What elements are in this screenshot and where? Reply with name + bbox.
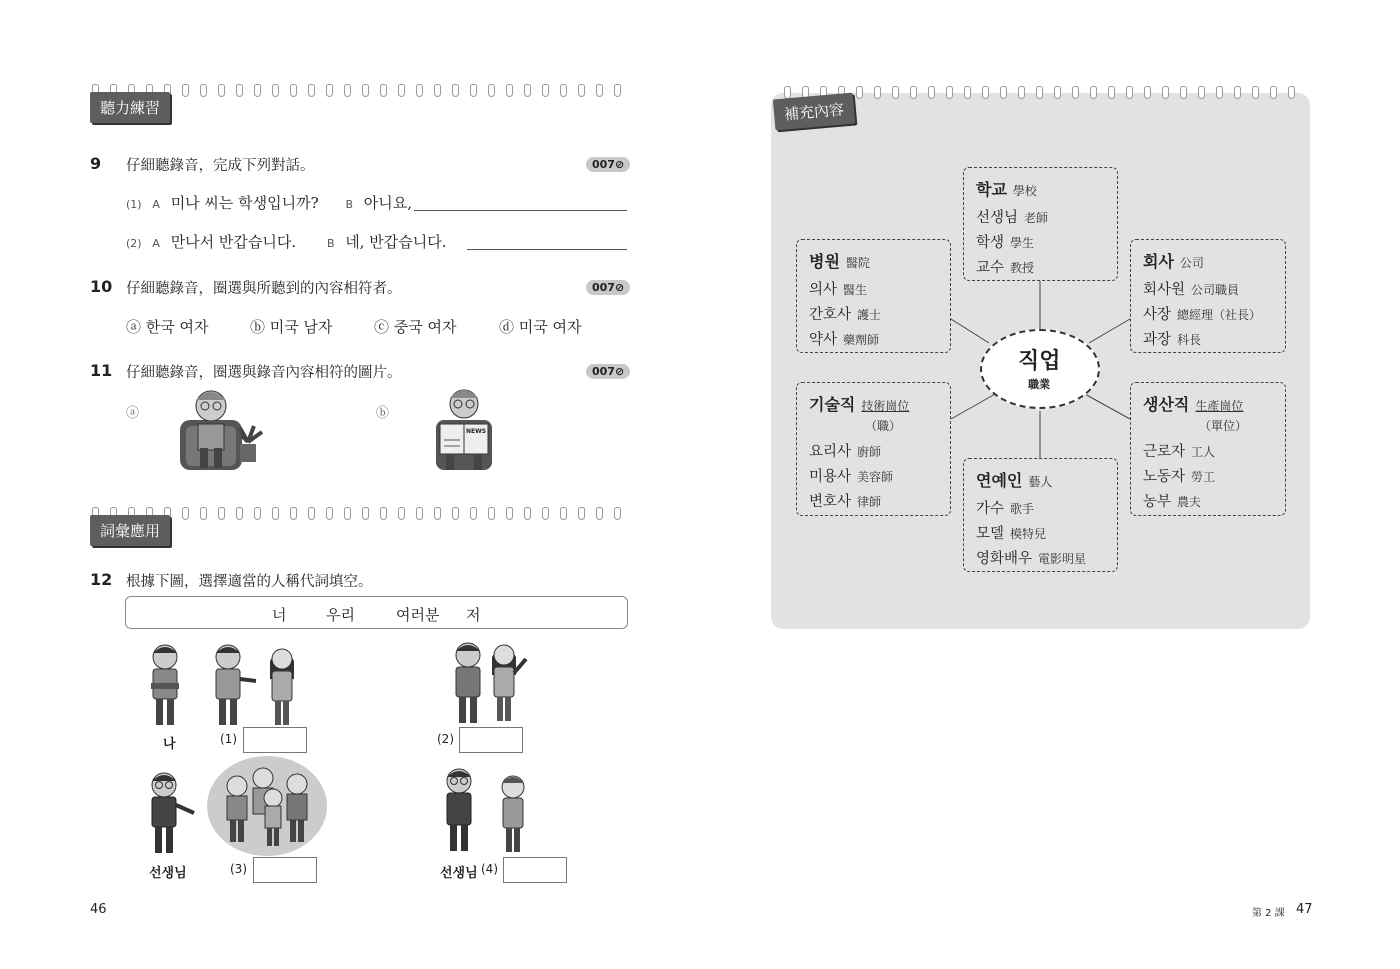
dialogue-line-1: (1) A 미나 씨는 학생입니까? B 아니요, xyxy=(126,194,413,212)
answer-box-1[interactable] xyxy=(243,727,307,753)
card-hospital: 병원 醫院 의사 醫生 간호사 護士 약사 藥劑師 xyxy=(796,239,951,353)
page-number-left: 46 xyxy=(90,902,107,917)
spiral-coil xyxy=(430,507,448,521)
boy-arms-crossed-illustration xyxy=(145,643,185,727)
boy-and-girl-waving-illustration xyxy=(448,641,532,725)
spiral-coil xyxy=(286,84,304,98)
card-entertainer: 연예인 藝人 가수 歌手 모델 模特兒 영화배우 電影明星 xyxy=(963,458,1118,572)
spiral-coil xyxy=(268,507,286,521)
label-2: (2) xyxy=(437,732,454,746)
teacher-pointing-illustration xyxy=(146,771,196,855)
page-number-right: 47 xyxy=(1296,902,1313,917)
option-c[interactable]: ⓒ 중국 여자 xyxy=(374,318,457,336)
spiral-coil xyxy=(520,84,538,98)
answer-blank-1[interactable] xyxy=(414,210,627,211)
audio-track-badge[interactable]: 007⊘ xyxy=(586,157,630,172)
spiral-coil xyxy=(214,507,232,521)
label-4: (4) xyxy=(481,862,498,876)
word-bank-box xyxy=(125,596,628,629)
option-a-marker[interactable]: ⓐ xyxy=(126,406,140,421)
card-school: 학교 學校 선생님 老師 학생 學生 교수 教授 xyxy=(963,167,1118,281)
question-text: 仔細聽錄音，圈選與錄音內容相符的圖片。 xyxy=(126,365,402,381)
spiral-coil xyxy=(448,507,466,521)
spiral-coil xyxy=(376,507,394,521)
spiral-coil xyxy=(592,84,610,98)
audio-track-badge[interactable]: 007⊘ xyxy=(586,280,630,295)
option-b-marker[interactable]: ⓑ xyxy=(376,406,390,421)
label-teacher-1: 선생님 xyxy=(149,866,187,881)
label-3: (3) xyxy=(230,862,247,876)
spiral-coil xyxy=(340,84,358,98)
spiral-coil xyxy=(394,507,412,521)
question-number: 10 xyxy=(90,277,113,296)
spiral-coil xyxy=(232,507,250,521)
spiral-coil xyxy=(196,84,214,98)
question-text: 仔細聽錄音，圈選與所聽到的內容相符者。 xyxy=(126,281,402,297)
spiral-coil xyxy=(430,84,448,98)
section-tag-vocabulary: 詞彙應用 xyxy=(90,515,170,546)
question-number: 9 xyxy=(90,154,102,173)
word-bank-item: 우리 xyxy=(326,606,355,624)
spiral-coil xyxy=(484,84,502,98)
spiral-coil xyxy=(304,507,322,521)
spiral-coil xyxy=(502,507,520,521)
boy-pointing-illustration xyxy=(208,643,258,727)
word-bank-item: 너 xyxy=(272,606,287,624)
spiral-coil xyxy=(250,84,268,98)
word-bank-item: 여러분 xyxy=(396,606,440,624)
girl-illustration xyxy=(264,645,300,727)
question-text: 仔細聽錄音，完成下列對話。 xyxy=(126,158,315,174)
section-tag-listening: 聽力練習 xyxy=(90,92,170,123)
card-technical: 기술직 技術崗位 （職） 요리사 廚師 미용사 美容師 변호사 律師 xyxy=(796,382,951,516)
spiral-coil xyxy=(448,84,466,98)
spiral-coil xyxy=(592,507,610,521)
spiral-coil xyxy=(412,507,430,521)
audio-track-badge[interactable]: 007⊘ xyxy=(586,364,630,379)
spiral-coil xyxy=(538,507,556,521)
question-number: 12 xyxy=(90,570,113,589)
spiral-coil xyxy=(178,507,196,521)
spiral-coil xyxy=(214,84,232,98)
spiral-coil xyxy=(412,84,430,98)
answer-blank-2[interactable] xyxy=(467,249,627,250)
spiral-coil xyxy=(358,84,376,98)
spiral-coil xyxy=(178,84,196,98)
spiral-coil xyxy=(502,84,520,98)
teacher-and-student-illustration xyxy=(441,767,537,855)
spiral-coil xyxy=(196,507,214,521)
section-tag-supplement: 補充內容 xyxy=(773,93,855,131)
spiral-coil xyxy=(520,507,538,521)
card-company: 회사 公司 회사원 公司職員 사장 總經理（社長） 과장 科長 xyxy=(1130,239,1286,353)
center-title: 직업 xyxy=(1018,349,1061,374)
label-1: (1) xyxy=(220,732,237,746)
option-b[interactable]: ⓑ 미국 남자 xyxy=(250,318,333,336)
spiral-coil xyxy=(610,84,628,98)
man-in-armchair-illustration[interactable] xyxy=(176,386,268,474)
answer-box-4[interactable] xyxy=(503,857,567,883)
spiral-coil xyxy=(358,507,376,521)
label-teacher-2: 선생님 xyxy=(440,866,478,881)
group-of-students-illustration xyxy=(207,756,327,856)
spiral-coil xyxy=(556,507,574,521)
word-bank-item: 저 xyxy=(466,606,481,624)
label-na: 나 xyxy=(163,737,176,752)
spiral-coil xyxy=(538,84,556,98)
option-a[interactable]: ⓐ 한국 여자 xyxy=(126,318,209,336)
spiral-coil xyxy=(304,84,322,98)
spiral-coil xyxy=(232,84,250,98)
lesson-label: 第 2 課 xyxy=(1252,908,1285,919)
spiral-coil xyxy=(322,84,340,98)
spiral-coil xyxy=(340,507,358,521)
spiral-coil xyxy=(394,84,412,98)
spiral-coil xyxy=(376,84,394,98)
spiral-coil xyxy=(466,507,484,521)
spiral-coil xyxy=(574,84,592,98)
question-text: 根據下圖，選擇適當的人稱代詞填空。 xyxy=(126,574,373,590)
spiral-coil xyxy=(322,507,340,521)
option-d[interactable]: ⓓ 미국 여자 xyxy=(499,318,582,336)
newspaper-label: NEWS xyxy=(466,428,487,435)
card-production: 생산직 生產崗位 （單位） 근로자 工人 노동자 勞工 농부 農夫 xyxy=(1130,382,1286,516)
dialogue-line-2: (2) A 만나서 반갑습니다. B 네, 반갑습니다. xyxy=(126,233,447,251)
answer-box-3[interactable] xyxy=(253,857,317,883)
spiral-coil xyxy=(574,507,592,521)
answer-box-2[interactable] xyxy=(459,727,523,753)
spiral-coil xyxy=(250,507,268,521)
spiral-coil xyxy=(610,507,628,521)
spiral-coil xyxy=(268,84,286,98)
question-number: 11 xyxy=(90,361,113,380)
spiral-coil xyxy=(556,84,574,98)
center-subtitle: 職業 xyxy=(1028,378,1050,391)
spiral-coil xyxy=(466,84,484,98)
spiral-coil xyxy=(484,507,502,521)
spiral-coil xyxy=(286,507,304,521)
